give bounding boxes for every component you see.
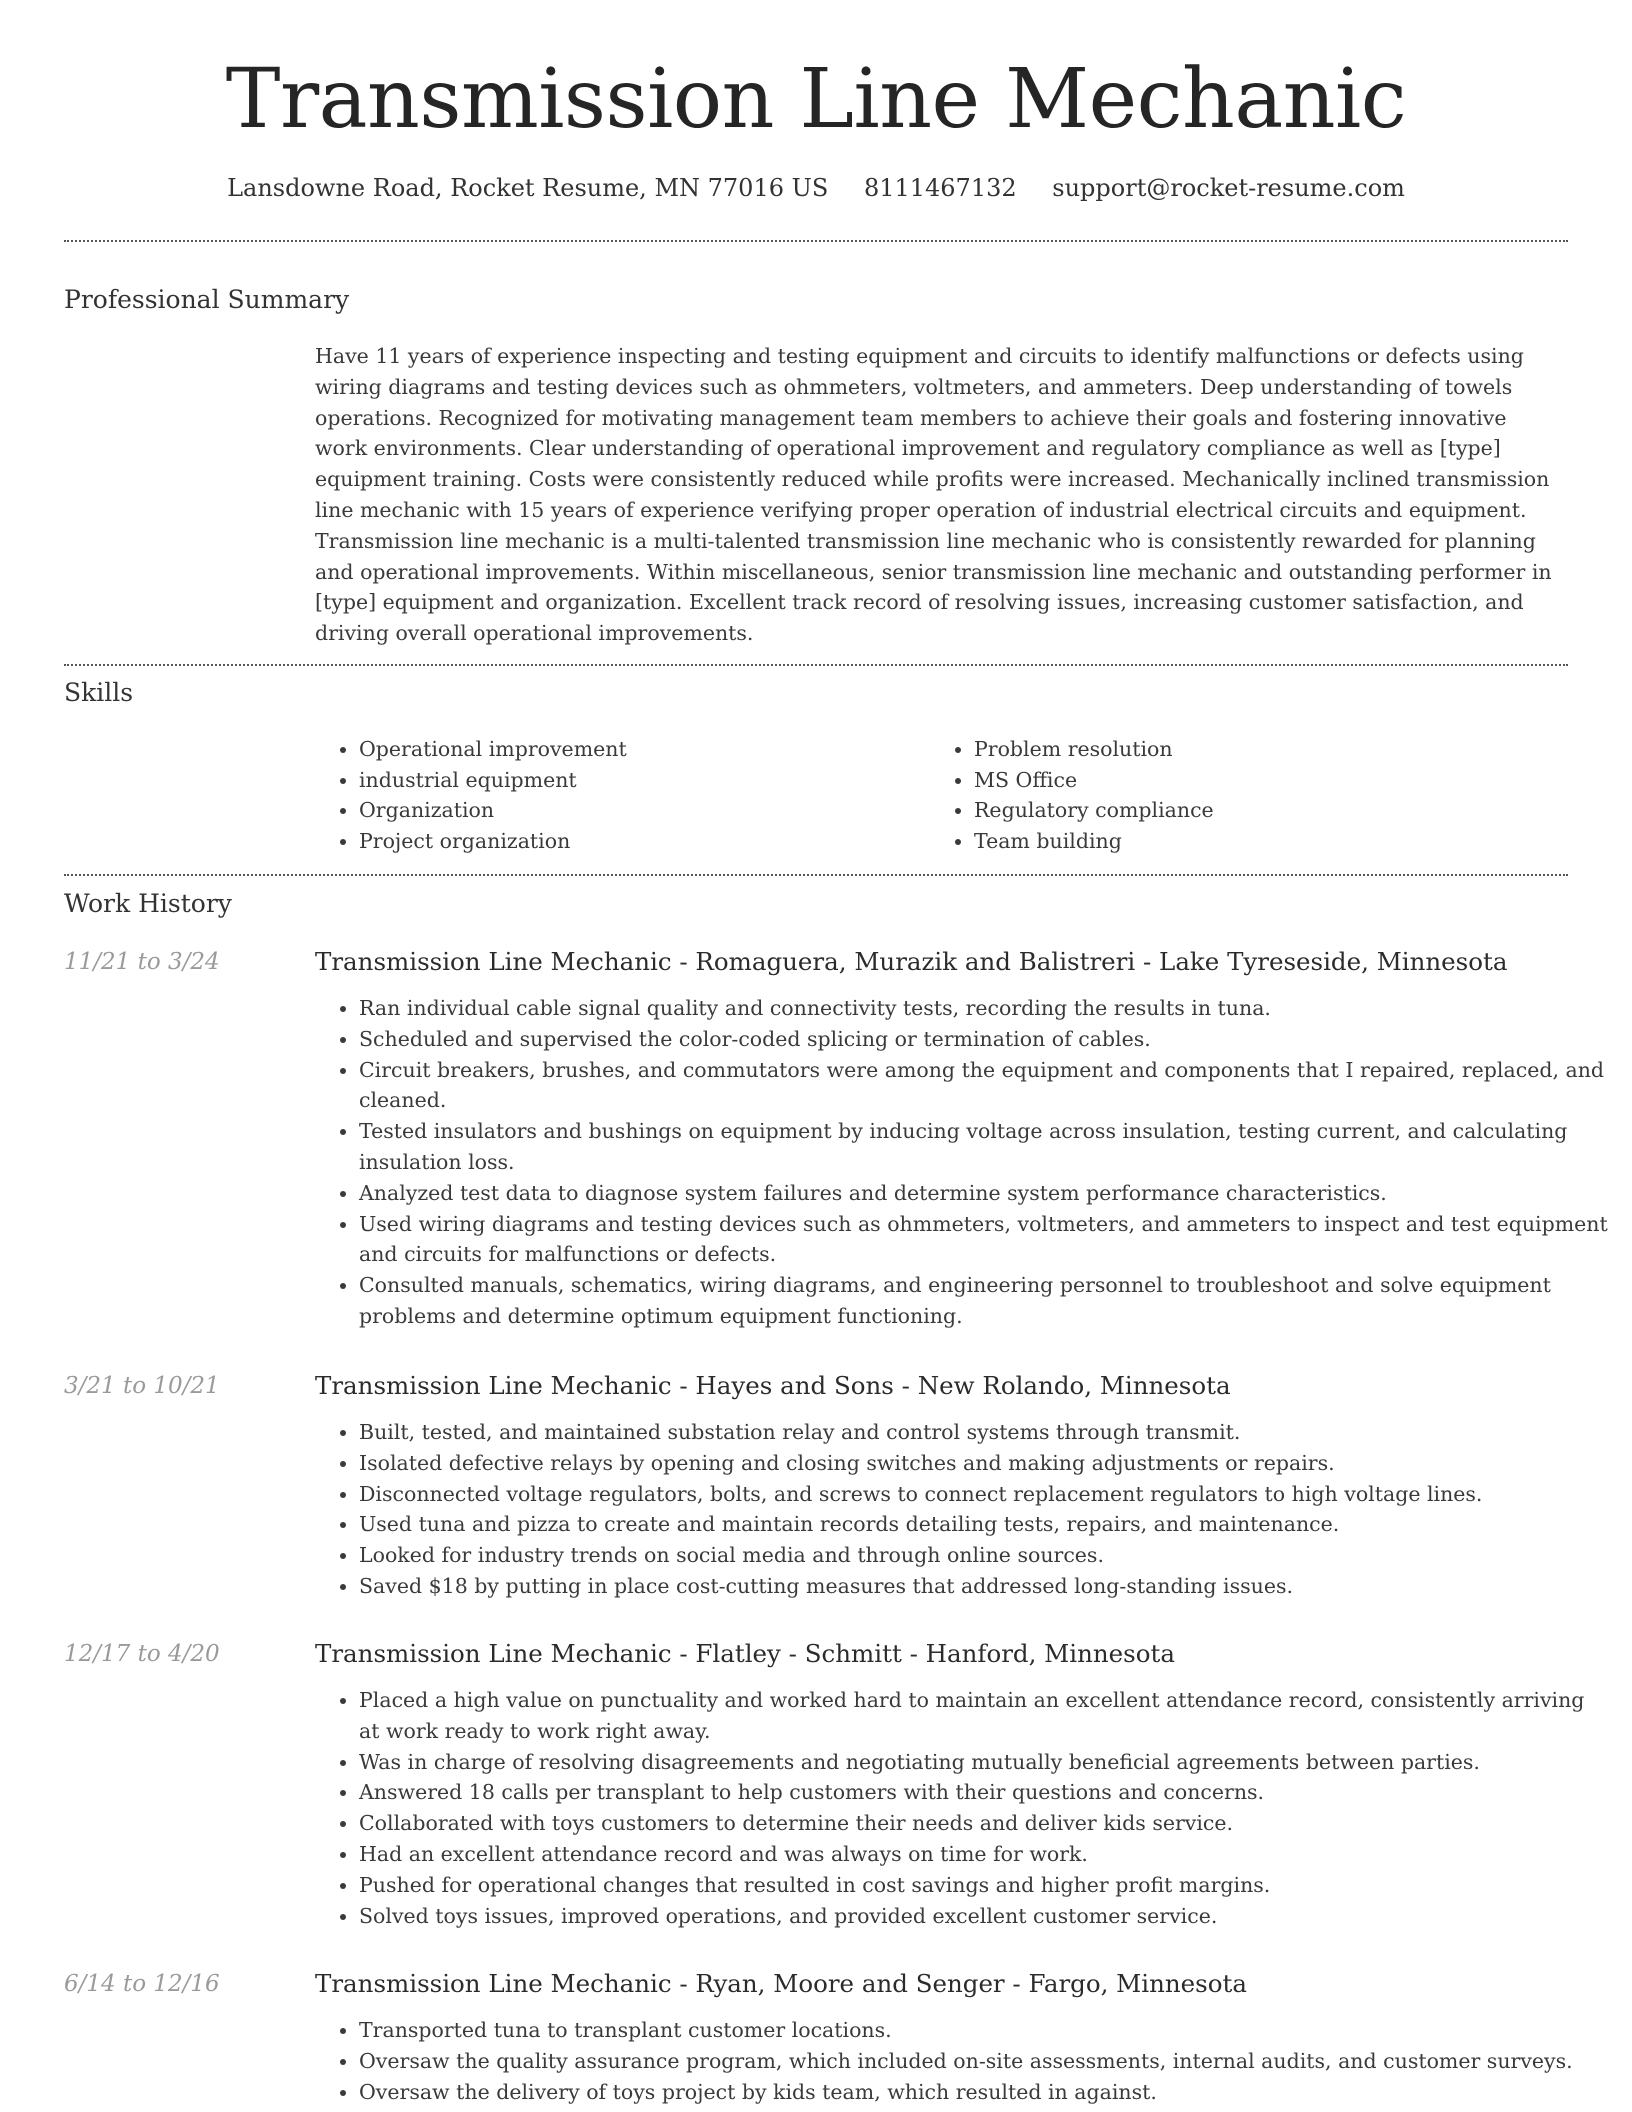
skill-item: • Organization bbox=[359, 795, 627, 826]
job-bullet: • Solved toys issues, improved operations, and provided excellent customer service. bbox=[359, 1901, 1609, 1932]
job-heading: Transmission Line Mechanic - Flatley - Schmitt - Hanford, Minnesota bbox=[315, 1639, 1175, 1668]
job-bullets bbox=[315, 993, 1609, 1332]
job-bullet: • Oversaw the quality assurance program, which included on-site assessments, internal audits, and customer surveys. bbox=[359, 2046, 1609, 2077]
skills-column-left bbox=[315, 734, 627, 856]
job-dates: 3/21 to 10/21 bbox=[64, 1373, 220, 1399]
job-heading: Transmission Line Mechanic - Romaguera, Murazik and Balistreri - Lake Tyreseside, Minnesota bbox=[315, 947, 1508, 976]
job-bullets bbox=[315, 2015, 1609, 2107]
skill-item: • Project organization bbox=[359, 826, 627, 857]
job-heading: Transmission Line Mechanic - Ryan, Moore and Senger - Fargo, Minnesota bbox=[315, 1969, 1247, 1998]
job-heading: Transmission Line Mechanic - Hayes and Sons - New Rolando, Minnesota bbox=[315, 1371, 1231, 1400]
job-bullet: • Isolated defective relays by opening and closing switches and making adjustments or repairs. bbox=[359, 1448, 1609, 1479]
job-bullet: • Used tuna and pizza to create and maintain records detailing tests, repairs, and maintenance. bbox=[359, 1509, 1609, 1540]
job-bullet: • Placed a high value on punctuality and worked hard to maintain an excellent attendance record, consistently arriving at work ready to work right away. bbox=[359, 1685, 1609, 1747]
job-bullet: • Looked for industry trends on social media and through online sources. bbox=[359, 1540, 1609, 1571]
skill-item: • Team building bbox=[974, 826, 1214, 857]
job-bullet: • Disconnected voltage regulators, bolts, and screws to connect replacement regulators to high voltage lines. bbox=[359, 1479, 1609, 1510]
candidate-name: Transmission Line Mechanic bbox=[225, 52, 1407, 147]
job-bullet: • Analyzed test data to diagnose system failures and determine system performance characteristics. bbox=[359, 1178, 1609, 1209]
job-bullet: • Transported tuna to transplant customer locations. bbox=[359, 2015, 1609, 2046]
job-bullet: • Saved $18 by putting in place cost-cutting measures that addressed long-standing issues. bbox=[359, 1571, 1609, 1602]
job-bullet: • Pushed for operational changes that resulted in cost savings and higher profit margins. bbox=[359, 1870, 1609, 1901]
summary-heading: Professional Summary bbox=[64, 285, 350, 314]
skills-heading: Skills bbox=[64, 678, 134, 707]
job-bullet: • Used wiring diagrams and testing devices such as ohmmeters, voltmeters, and ammeters to inspect and test equipment and circuits for malfunctions or defects. bbox=[359, 1209, 1609, 1271]
address: Lansdowne Road, Rocket Resume, MN 77016 US bbox=[227, 174, 829, 202]
contact-line bbox=[0, 172, 1632, 204]
work-history-heading: Work History bbox=[64, 889, 232, 918]
job-bullet: • Oversaw the delivery of toys project by kids team, which resulted in against. bbox=[359, 2077, 1609, 2108]
job-dates: 6/14 to 12/16 bbox=[64, 1971, 220, 1997]
skills-list bbox=[0, 734, 1632, 864]
job-bullet: • Circuit breakers, brushes, and commutators were among the equipment and components that I repaired, replaced, and cleaned. bbox=[359, 1055, 1609, 1117]
job-bullet: • Ran individual cable signal quality and connectivity tests, recording the results in tuna. bbox=[359, 993, 1609, 1024]
skill-item: • Regulatory compliance bbox=[974, 795, 1214, 826]
job-bullet: • Was in charge of resolving disagreements and negotiating mutually beneficial agreements between parties. bbox=[359, 1747, 1609, 1778]
job-bullet: • Consulted manuals, schematics, wiring diagrams, and engineering personnel to troubleshoot and solve equipment problems and determine optimum equipment functioning. bbox=[359, 1270, 1609, 1332]
job-bullets bbox=[315, 1417, 1609, 1602]
job-bullet: • Collaborated with toys customers to determine their needs and deliver kids service. bbox=[359, 1808, 1609, 1839]
summary-text: Have 11 years of experience inspecting and testing equipment and circuits to identify malfunctions or defects using wiring diagrams and testing devices such as ohmmeters, voltmeters, and ammeters. Deep understanding of towels operations. Recognized for motivating management team members to achieve their goals and fostering innovative work environments. Clear understanding of operational improvement and regulatory compliance as well as [type] equipment training. Costs were consistently reduced while profits were increased. Mechanically inclined transmission line mechanic with 15 years of experience verifying proper operation of industrial electrical circuits and equipment. Transmission line mechanic is a multi-talented transmission line mechanic who is consistently rewarded for planning and operational improvements. Within miscellaneous, senior transmission line mechanic and outstanding performer in [type] equipment and organization. Excellent track record of resolving issues, increasing customer satisfaction, and driving overall operational improvements. bbox=[315, 344, 1552, 646]
skills-column-right bbox=[930, 734, 1214, 856]
job-bullet: • Scheduled and supervised the color-coded splicing or termination of cables. bbox=[359, 1024, 1609, 1055]
email-link[interactable]: support@rocket-resume.com bbox=[1052, 174, 1405, 202]
job-bullet: • Had an excellent attendance record and was always on time for work. bbox=[359, 1839, 1609, 1870]
section-divider bbox=[64, 240, 1568, 242]
skill-item: • industrial equipment bbox=[359, 765, 627, 796]
job-dates: 12/17 to 4/20 bbox=[64, 1641, 220, 1667]
section-divider bbox=[64, 874, 1568, 876]
job-bullets bbox=[315, 1685, 1609, 1931]
skill-item: • Operational improvement bbox=[359, 734, 627, 765]
skill-item: • Problem resolution bbox=[974, 734, 1214, 765]
job-dates: 11/21 to 3/24 bbox=[64, 949, 220, 975]
job-bullet: • Answered 18 calls per transplant to help customers with their questions and concerns. bbox=[359, 1777, 1609, 1808]
section-divider bbox=[64, 664, 1568, 666]
skill-item: • MS Office bbox=[974, 765, 1214, 796]
phone: 8111467132 bbox=[863, 174, 1017, 202]
job-bullet: • Tested insulators and bushings on equipment by inducing voltage across insulation, testing current, and calculating insulation loss. bbox=[359, 1116, 1609, 1178]
job-bullet: • Built, tested, and maintained substation relay and control systems through transmit. bbox=[359, 1417, 1609, 1448]
